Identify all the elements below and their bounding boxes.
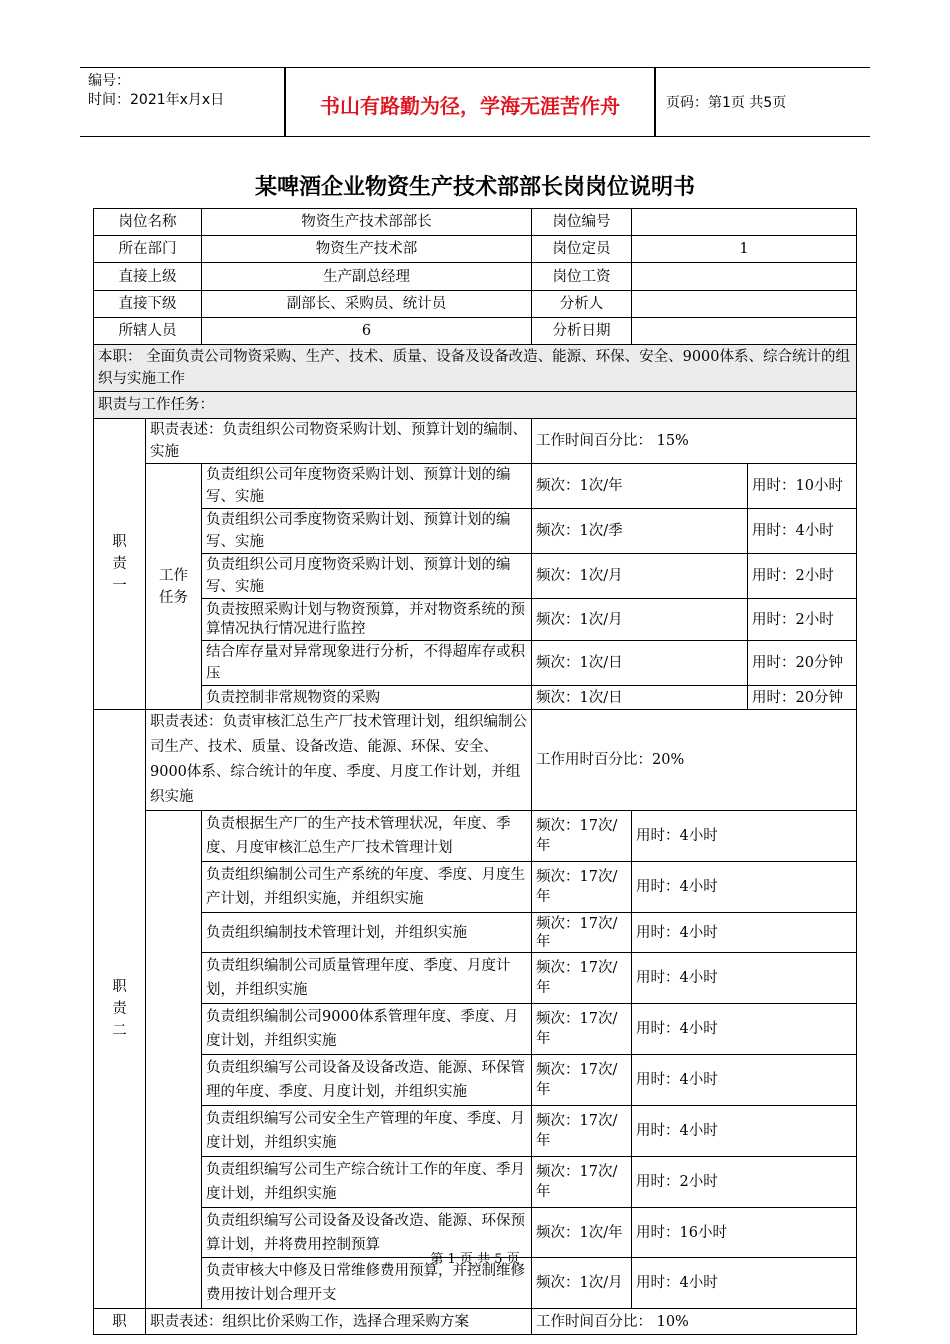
duty2-description: 职责表述：负责审核汇总生产厂技术管理计划，组织编制公司生产、技术、质量、设备改造、能源、环保、安全、9000体系、综合统计的年度、季度、月度工作计划，并组织实施 [146, 710, 532, 811]
duty1-task-time: 用时：4小时 [748, 509, 857, 554]
analyst-label: 分析人 [532, 291, 632, 318]
duty2-task-freq: 频次：17次/年 [532, 811, 632, 862]
duty2-task-time: 用时：4小时 [632, 1106, 857, 1157]
header-divider [654, 68, 656, 136]
duty1-task-text: 结合库存量对异常现象进行分析，不得超库存或积压 [202, 641, 532, 686]
duty2-task-time: 用时：4小时 [632, 1004, 857, 1055]
duty1-task-freq: 频次：1次/月 [532, 554, 748, 599]
duty1-task-freq: 频次：1次/年 [532, 464, 748, 509]
duty2-task-text: 负责根据生产厂的生产技术管理状况，年度、季度、月度审核汇总生产厂技术管理计划 [202, 811, 532, 862]
duty1-task-text: 负责按照采购计划与物资预算，并对物资系统的预算情况执行情况进行监控 [202, 599, 532, 641]
position-name-value: 物资生产技术部部长 [202, 209, 532, 236]
motto: 书山有路勤为径，学海无涯苦作舟 [320, 94, 620, 118]
duty2-task-time: 用时：2小时 [632, 1157, 857, 1208]
duty1-description: 职责表述：负责组织公司物资采购计划、预算计划的编制、实施 [146, 419, 532, 464]
duty1-task-freq: 频次：1次/日 [532, 686, 748, 710]
position-no-label: 岗位编号 [532, 209, 632, 236]
duty2-task-time: 用时：4小时 [632, 1258, 857, 1309]
duty1-task-freq: 频次：1次/季 [532, 509, 748, 554]
headcount-value: 1 [632, 236, 857, 263]
dept-label: 所在部门 [94, 236, 202, 263]
duty3-percent: 工作时间百分比： 10% [532, 1309, 857, 1335]
duty2-task-text: 负责审核大中修及日常维修费用预算，并控制维修费用按计划合理开支 [202, 1258, 532, 1309]
duty2-task-label [146, 811, 202, 1309]
duty1-percent: 工作时间百分比： 15% [532, 419, 857, 464]
tasks-heading: 职责与工作任务： [94, 392, 857, 419]
duty2-task-time: 用时：4小时 [632, 1055, 857, 1106]
duty1-task-time: 用时：20分钟 [748, 686, 857, 710]
page-label: 页码：第1页 共5页 [666, 95, 787, 111]
duty1-task-text: 负责控制非常规物资的采购 [202, 686, 532, 710]
duty1-label: 职责一 [94, 419, 146, 710]
duty1-task-time: 用时：2小时 [748, 554, 857, 599]
duty2-task-text: 负责组织编制技术管理计划，并组织实施 [202, 913, 532, 953]
duty2-task-text: 负责组织编写公司设备及设备改造、能源、环保预算计划，并将费用控制预算 [202, 1208, 532, 1258]
duty1-task-text: 负责组织公司月度物资采购计划、预算计划的编写、实施 [202, 554, 532, 599]
subordinate-value: 副部长、采购员、统计员 [202, 291, 532, 318]
duty2-task-freq: 频次：1次/月 [532, 1258, 632, 1309]
time-label: 时间：2021年x月x日 [88, 92, 225, 108]
page-footer: 第 1 页 共 5 页 [430, 1252, 520, 1267]
duty1-task-freq: 频次：1次/日 [532, 641, 748, 686]
duty2-task-text: 负责组织编制公司质量管理年度、季度、月度计划，并组织实施 [202, 953, 532, 1004]
duty2-task-freq: 频次：17次/年 [532, 1004, 632, 1055]
duty1-task-time: 用时：2小时 [748, 599, 857, 641]
salary-value [632, 263, 857, 291]
duty2-task-text: 负责组织编制公司生产系统的年度、季度、月度生产计划，并组织实施，并组织实施 [202, 862, 532, 913]
duty2-label: 职责二 [94, 710, 146, 1309]
duty3-description: 职责表述：组织比价采购工作，选择合理采购方案 [146, 1309, 532, 1335]
duty2-task-text: 负责组织编写公司安全生产管理的年度、季度、月度计划，并组织实施 [202, 1106, 532, 1157]
duty2-task-freq: 频次：1次/年 [532, 1208, 632, 1258]
salary-label: 岗位工资 [532, 263, 632, 291]
duty-summary: 本职： 全面负责公司物资采购、生产、技术、质量、设备及设备改造、能源、环保、安全、9000体系、综合统计的组织与实施工作 [94, 345, 857, 392]
duty2-task-freq: 频次：17次/年 [532, 913, 632, 953]
duty2-task-freq: 频次：17次/年 [532, 862, 632, 913]
staff-value: 6 [202, 318, 532, 345]
position-no-value [632, 209, 857, 236]
duty2-task-freq: 频次：17次/年 [532, 1055, 632, 1106]
superior-value: 生产副总经理 [202, 263, 532, 291]
duty1-task-label: 工作任务 [146, 464, 202, 710]
position-name-label: 岗位名称 [94, 209, 202, 236]
analyst-value [632, 291, 857, 318]
duty2-task-text: 负责组织编写公司设备及设备改造、能源、环保管理的年度、季度、月度计划，并组织实施 [202, 1055, 532, 1106]
duty2-task-freq: 频次：17次/年 [532, 1157, 632, 1208]
duty2-task-time: 用时：16小时 [632, 1208, 857, 1258]
page-header [80, 67, 870, 137]
headcount-label: 岗位定员 [532, 236, 632, 263]
superior-label: 直接上级 [94, 263, 202, 291]
dept-value: 物资生产技术部 [202, 236, 532, 263]
duty1-task-time: 用时：10小时 [748, 464, 857, 509]
duty1-task-text: 负责组织公司年度物资采购计划、预算计划的编写、实施 [202, 464, 532, 509]
number-label: 编号： [88, 73, 130, 89]
duty3-label: 职 [94, 1309, 146, 1335]
duty2-task-text: 负责组织编写公司生产综合统计工作的年度、季月度计划，并组织实施 [202, 1157, 532, 1208]
duty2-task-time: 用时：4小时 [632, 811, 857, 862]
analysis-date-value [632, 318, 857, 345]
duty1-task-time: 用时：20分钟 [748, 641, 857, 686]
job-description-table [93, 208, 857, 1335]
duty2-task-time: 用时：4小时 [632, 913, 857, 953]
duty1-task-freq: 频次：1次/月 [532, 599, 748, 641]
subordinate-label: 直接下级 [94, 291, 202, 318]
staff-label: 所辖人员 [94, 318, 202, 345]
analysis-date-label: 分析日期 [532, 318, 632, 345]
duty2-task-freq: 频次：17次/年 [532, 1106, 632, 1157]
duty2-task-text: 负责组织编制公司9000体系管理年度、季度、月度计划，并组织实施 [202, 1004, 532, 1055]
header-left [88, 72, 284, 110]
document-title: 某啤酒企业物资生产技术部部长岗岗位说明书 [254, 175, 695, 200]
duty1-task-text: 负责组织公司季度物资采购计划、预算计划的编写、实施 [202, 509, 532, 554]
duty2-percent: 工作用时百分比：20% [532, 710, 857, 811]
duty2-task-time: 用时：4小时 [632, 862, 857, 913]
duty2-task-freq: 频次：17次/年 [532, 953, 632, 1004]
duty2-task-time: 用时：4小时 [632, 953, 857, 1004]
